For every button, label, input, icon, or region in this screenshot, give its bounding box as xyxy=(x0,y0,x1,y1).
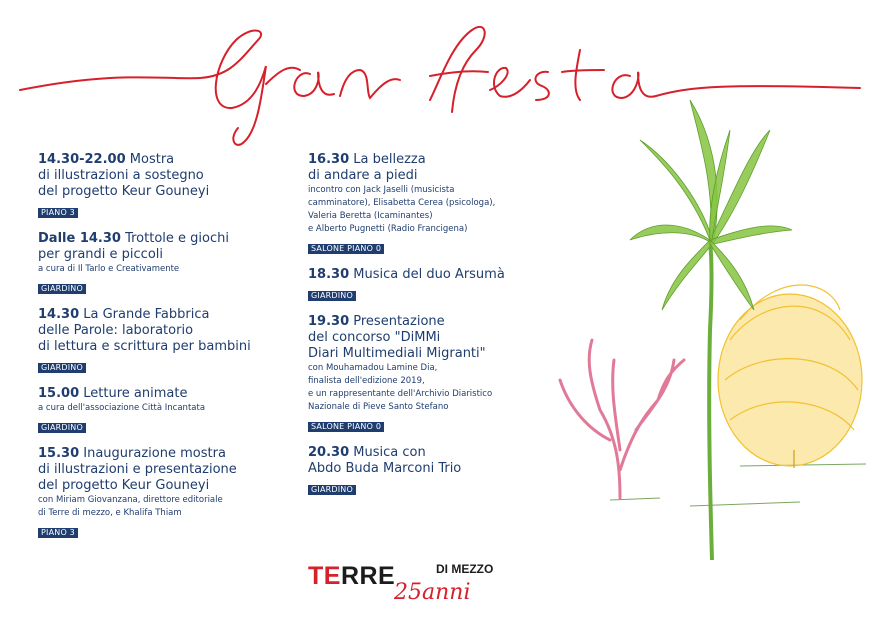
event-title-line: di illustrazioni a sostegno xyxy=(38,168,204,183)
event-title-line: di lettura e scrittura per bambini xyxy=(38,339,251,354)
event-title-text: La bellezza xyxy=(353,152,426,167)
event-detail: e un rappresentante dell'Archivio Diaristico xyxy=(308,389,493,399)
event-title-line: per grandi e piccoli xyxy=(38,247,163,262)
event-detail: finalista dell'edizione 2019, xyxy=(308,376,425,386)
event-item xyxy=(38,386,298,434)
event-title xyxy=(38,446,298,462)
event-time: 14.30-22.00 xyxy=(38,152,126,167)
event-title-text: Trottole e giochi xyxy=(125,231,229,246)
location-badge: PIANO 3 xyxy=(38,208,78,218)
event-title xyxy=(308,445,568,461)
event-detail: camminatore), Elisabetta Cerea (psicologa), xyxy=(308,198,496,208)
location-badge: GIARDINO xyxy=(38,363,86,373)
logo-subtitle: DI MEZZO xyxy=(436,562,494,576)
terre-di-mezzo-logo xyxy=(308,562,538,614)
event-item xyxy=(308,267,568,302)
event-title-text: Presentazione xyxy=(353,314,445,329)
event-title xyxy=(308,314,568,330)
event-title-line: del progetto Keur Gouneyi xyxy=(38,478,210,493)
pink-tree xyxy=(560,340,684,498)
event-title-line: di illustrazioni e presentazione xyxy=(38,462,237,477)
event-title-line: del concorso "DiMMi xyxy=(308,330,441,345)
location-badge: PIANO 3 xyxy=(38,528,78,538)
event-item xyxy=(308,314,568,433)
location-badge: SALONE PIANO 0 xyxy=(308,244,384,254)
event-title-line: delle Parole: laboratorio xyxy=(38,323,194,338)
event-time: 15.00 xyxy=(38,386,80,401)
event-title xyxy=(308,267,568,283)
event-title-text: Inaugurazione mostra xyxy=(83,446,226,461)
event-title-line: Abdo Buda Marconi Trio xyxy=(308,461,462,476)
event-time: 18.30 xyxy=(308,267,350,282)
event-detail: incontro con Jack Jaselli (musicista xyxy=(308,185,455,195)
logo-anniversary: 25anni xyxy=(394,580,471,605)
event-title xyxy=(38,386,298,402)
event-title-text: La Grande Fabbrica xyxy=(83,307,210,322)
schedule-left-column xyxy=(38,152,298,551)
event-time: 20.30 xyxy=(308,445,350,460)
event-title xyxy=(38,152,298,168)
event-item xyxy=(308,152,568,255)
yellow-tree xyxy=(718,285,862,468)
logo-wordmark: TERRE xyxy=(308,562,396,590)
event-title-line: Diari Multimediali Migranti" xyxy=(308,346,486,361)
event-detail: a cura dell'associazione Città Incantata xyxy=(38,403,206,413)
event-item xyxy=(38,307,298,374)
event-detail: con Mouhamadou Lamine Dia, xyxy=(308,363,438,373)
event-time: 15.30 xyxy=(38,446,80,461)
event-title-line: del progetto Keur Gouneyi xyxy=(38,184,210,199)
event-title xyxy=(38,307,298,323)
event-title xyxy=(38,231,298,247)
event-time: 16.30 xyxy=(308,152,350,167)
location-badge: GIARDINO xyxy=(38,284,86,294)
event-detail: Valeria Beretta (Icaminantes) xyxy=(308,211,433,221)
event-title-text: Musica del duo Arsumà xyxy=(353,267,505,282)
schedule-right-column xyxy=(308,152,568,508)
event-detail: a cura di Il Tarlo e Creativamente xyxy=(38,264,180,274)
event-title-text: Letture animate xyxy=(83,386,188,401)
event-time: 14.30 xyxy=(38,307,80,322)
event-item xyxy=(38,231,298,295)
event-time: Dalle 14.30 xyxy=(38,231,121,246)
location-badge: GIARDINO xyxy=(38,423,86,433)
event-time: 19.30 xyxy=(308,314,350,329)
event-detail: Nazionale di Pieve Santo Stefano xyxy=(308,402,449,412)
event-title-line: di andare a piedi xyxy=(308,168,418,183)
event-title xyxy=(308,152,568,168)
event-item xyxy=(308,445,568,496)
event-detail: di Terre di mezzo, e Khalifa Thiam xyxy=(38,508,182,518)
location-badge: GIARDINO xyxy=(308,485,356,495)
event-title-text: Mostra xyxy=(129,152,175,167)
event-item xyxy=(38,446,298,539)
location-badge: SALONE PIANO 0 xyxy=(308,422,384,432)
event-detail: con Miriam Giovanzana, direttore editoriale xyxy=(38,495,223,505)
location-badge: GIARDINO xyxy=(308,291,356,301)
trees-illustration xyxy=(540,90,870,570)
event-detail: e Alberto Pugnetti (Radio Francigena) xyxy=(308,224,468,234)
event-item xyxy=(38,152,298,219)
event-title-text: Musica con xyxy=(353,445,426,460)
